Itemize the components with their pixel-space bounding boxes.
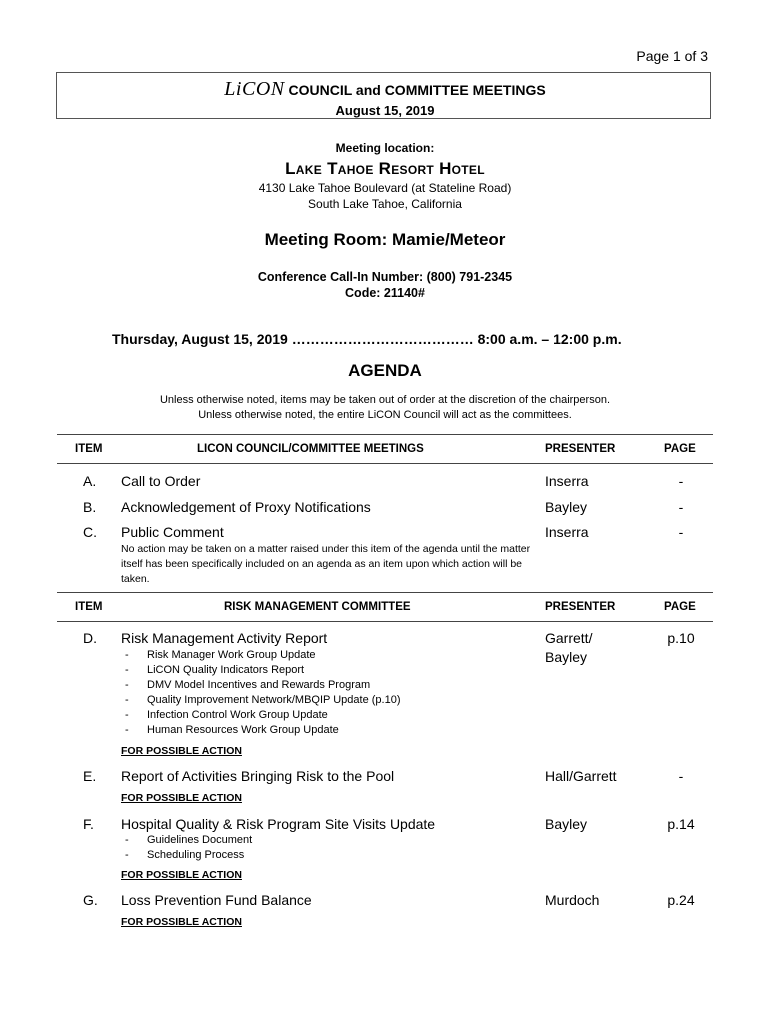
section1-header-title: LICON COUNCIL/COMMITTEE MEETINGS: [197, 443, 424, 455]
item-letter: E.: [83, 768, 97, 784]
item-presenter: Bayley: [545, 816, 588, 832]
for-possible-action: FOR POSSIBLE ACTION: [121, 869, 242, 881]
address-line2: South Lake Tahoe, California: [308, 197, 462, 211]
item-page: p.24: [667, 892, 695, 908]
section1-header-rule: [57, 463, 713, 464]
item-page: -: [678, 473, 684, 489]
venue-name: Lake Tahoe Resort Hotel: [285, 159, 485, 178]
sublist-item: - LiCON Quality Indicators Report: [121, 663, 401, 678]
sublist-item: - Scheduling Process: [121, 848, 252, 863]
item-page: p.10: [667, 630, 695, 646]
date-time-line: Thursday, August 15, 2019 ………………………………… 8:00 a.m. – 12:00 p.m.: [112, 331, 622, 347]
sublist-item: - Human Resources Work Group Update: [121, 723, 401, 738]
item-title: Acknowledgement of Proxy Notifications: [121, 499, 371, 515]
item-presenter: Murdoch: [545, 892, 600, 908]
page-number: Page 1 of 3: [636, 48, 708, 64]
address-line1: 4130 Lake Tahoe Boulevard (at Stateline Road): [258, 181, 512, 195]
section2-header-title: RISK MANAGEMENT COMMITTEE: [224, 601, 411, 613]
section1-top-rule: [57, 434, 713, 435]
item-presenter: Inserra: [545, 473, 589, 489]
item-letter: B.: [83, 499, 97, 515]
item-letter: F.: [83, 816, 94, 832]
item-letter: C.: [83, 524, 97, 540]
item-presenter-line1: Garrett/: [545, 630, 593, 646]
item-sublist: [121, 648, 401, 738]
item-letter: A.: [83, 473, 97, 489]
title-text: COUNCIL and COMMITTEE MEETINGS: [288, 82, 546, 98]
item-presenter: Hall/Garrett: [545, 768, 617, 784]
section1-header-item: ITEM: [75, 443, 103, 455]
item-presenter: Bayley: [545, 499, 588, 515]
item-presenter: Inserra: [545, 524, 589, 540]
section1-header-page: PAGE: [664, 443, 696, 455]
item-title: Risk Management Activity Report: [121, 630, 328, 646]
item-title: Loss Prevention Fund Balance: [121, 892, 312, 908]
for-possible-action: FOR POSSIBLE ACTION: [121, 745, 242, 757]
meeting-room: Meeting Room: Mamie/Meteor: [264, 230, 506, 249]
agenda-note-1: Unless otherwise noted, items may be taken out of order at the discretion of the chairperson.: [159, 394, 611, 406]
item-letter: D.: [83, 630, 97, 646]
location-label: Meeting location:: [335, 141, 435, 155]
sublist-item: - Risk Manager Work Group Update: [121, 648, 401, 663]
section2-header-item: ITEM: [75, 601, 103, 613]
document-title: [0, 78, 770, 101]
item-title: Hospital Quality & Risk Program Site Visits Update: [121, 816, 436, 832]
item-title: Report of Activities Bringing Risk to the Pool: [121, 768, 395, 784]
for-possible-action: FOR POSSIBLE ACTION: [121, 916, 242, 928]
sublist-item: - DMV Model Incentives and Rewards Program: [121, 678, 401, 693]
item-title: Call to Order: [121, 473, 201, 489]
section2-header-rule: [57, 621, 713, 622]
for-possible-action: FOR POSSIBLE ACTION: [121, 792, 242, 804]
item-page: -: [678, 768, 684, 784]
item-description: No action may be taken on a matter raised under this item of the agenda until the matter itself has been specifically included on an agenda as an item upon which action will be taken.: [121, 543, 531, 585]
section2-header-page: PAGE: [664, 601, 696, 613]
sublist-item: - Quality Improvement Network/MBQIP Update (p.10): [121, 693, 401, 708]
item-sublist: [121, 833, 252, 863]
licon-logo: LiCON: [224, 78, 285, 100]
meeting-date: August 15, 2019: [335, 103, 435, 118]
item-presenter-line2: Bayley: [545, 649, 588, 665]
call-in-code: Code: 21140#: [345, 286, 425, 300]
call-in-number: Conference Call-In Number: (800) 791-2345: [257, 270, 513, 284]
section2-header-presenter: PRESENTER: [545, 601, 616, 613]
item-page: -: [678, 524, 684, 540]
agenda-note-2: Unless otherwise noted, the entire LiCON Council will act as the committees.: [198, 409, 572, 421]
item-title: Public Comment: [121, 524, 224, 540]
section2-top-rule: [57, 592, 713, 593]
item-page: -: [678, 499, 684, 515]
agenda-heading: AGENDA: [348, 361, 422, 380]
sublist-item: - Guidelines Document: [121, 833, 252, 848]
section1-header-presenter: PRESENTER: [545, 443, 616, 455]
sublist-item: - Infection Control Work Group Update: [121, 708, 401, 723]
item-letter: G.: [83, 892, 98, 908]
item-page: p.14: [667, 816, 695, 832]
